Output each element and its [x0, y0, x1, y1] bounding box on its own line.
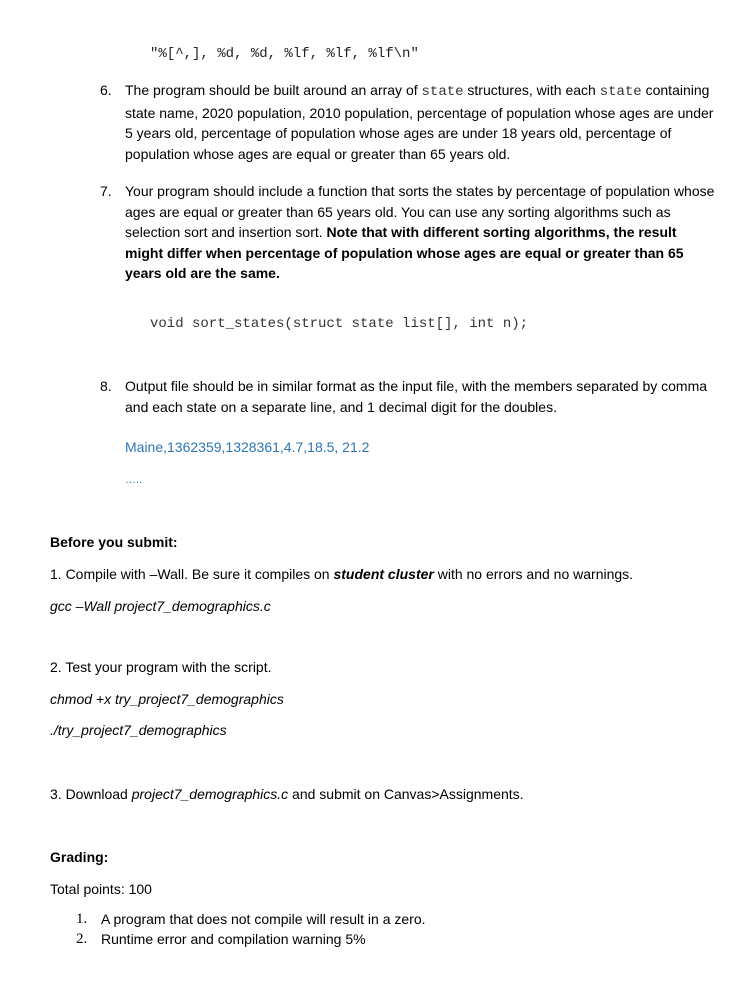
submit-step-3-filename: project7_demographics.c [131, 786, 289, 802]
item-6-text [125, 80, 715, 164]
submit-heading: Before you submit: [50, 534, 178, 550]
item-7-text-part1: Your program should include a function that sorts the states by percentage of population whose ages are equal or greater than 65 years old. You can use any sorting algorithms such as selection sort and insertion sort. [125, 183, 715, 240]
chmod-command: chmod +x try_project7_demographics [50, 691, 284, 707]
format-string: "%[^,], %d, %d, %lf, %lf, %lf\n" [150, 46, 419, 62]
total-points: Total points: 100 [50, 881, 152, 897]
item-6-code-state-1: state [421, 84, 464, 100]
grading-heading: Grading: [50, 849, 109, 865]
item-7-text [125, 181, 715, 284]
item-6-text-part3: containing state name, 2020 population, 2010 population, percentage of population whose ages are under 5 years old, percentage of population whose ages are under 18 years old, percentage of population whose ages are equal or greater than 65 years old. [125, 82, 714, 162]
item-7-number: 7. [100, 183, 112, 199]
item-8-text: Output file should be in similar format as the input file, with the members separated by comma and each state on a separate line, and 1 decimal digit for the doubles. [125, 378, 708, 415]
submit-step-3-part3: and submit on Canvas>Assignments. [288, 786, 524, 802]
item-6-number: 6. [100, 82, 112, 98]
submit-step-1 [50, 564, 633, 584]
submit-step-3-part1: 3. Download [50, 786, 132, 802]
submit-step-1-student-cluster: student cluster [333, 566, 434, 582]
submit-step-1-part3: with no errors and no warnings. [433, 566, 634, 582]
sort-function-signature: void sort_states(struct state list[], int n); [150, 316, 529, 332]
item-6-text-part1: The program should be built around an array of [125, 82, 422, 98]
run-script-command: ./try_project7_demographics [50, 722, 227, 738]
compile-command: gcc –Wall project7_demographics.c [50, 598, 271, 614]
grading-item-2-number: 2. [76, 931, 88, 947]
item-6-text-part2: structures, with each [463, 82, 600, 98]
output-example: Maine,1362359,1328361,4.7,18.5, 21.2 [125, 439, 370, 455]
item-8-number: 8. [100, 378, 112, 394]
grading-item-1-number: 1. [76, 911, 88, 927]
grading-item-2-text: Runtime error and compilation warning 5% [101, 931, 366, 947]
submit-step-3 [50, 784, 524, 804]
output-ellipsis: ….. [125, 474, 143, 486]
submit-step-2: 2. Test your program with the script. [50, 659, 272, 675]
item-7-bold-note: Note that with different sorting algorithms, the result might differ when percentage of population whose ages are equal or greater than 65 years old are the same. [125, 224, 684, 281]
submit-step-1-part1: 1. Compile with –Wall. Be sure it compiles on [50, 566, 334, 582]
item-6-code-state-2: state [599, 84, 642, 100]
grading-item-1-text: A program that does not compile will result in a zero. [101, 911, 426, 927]
